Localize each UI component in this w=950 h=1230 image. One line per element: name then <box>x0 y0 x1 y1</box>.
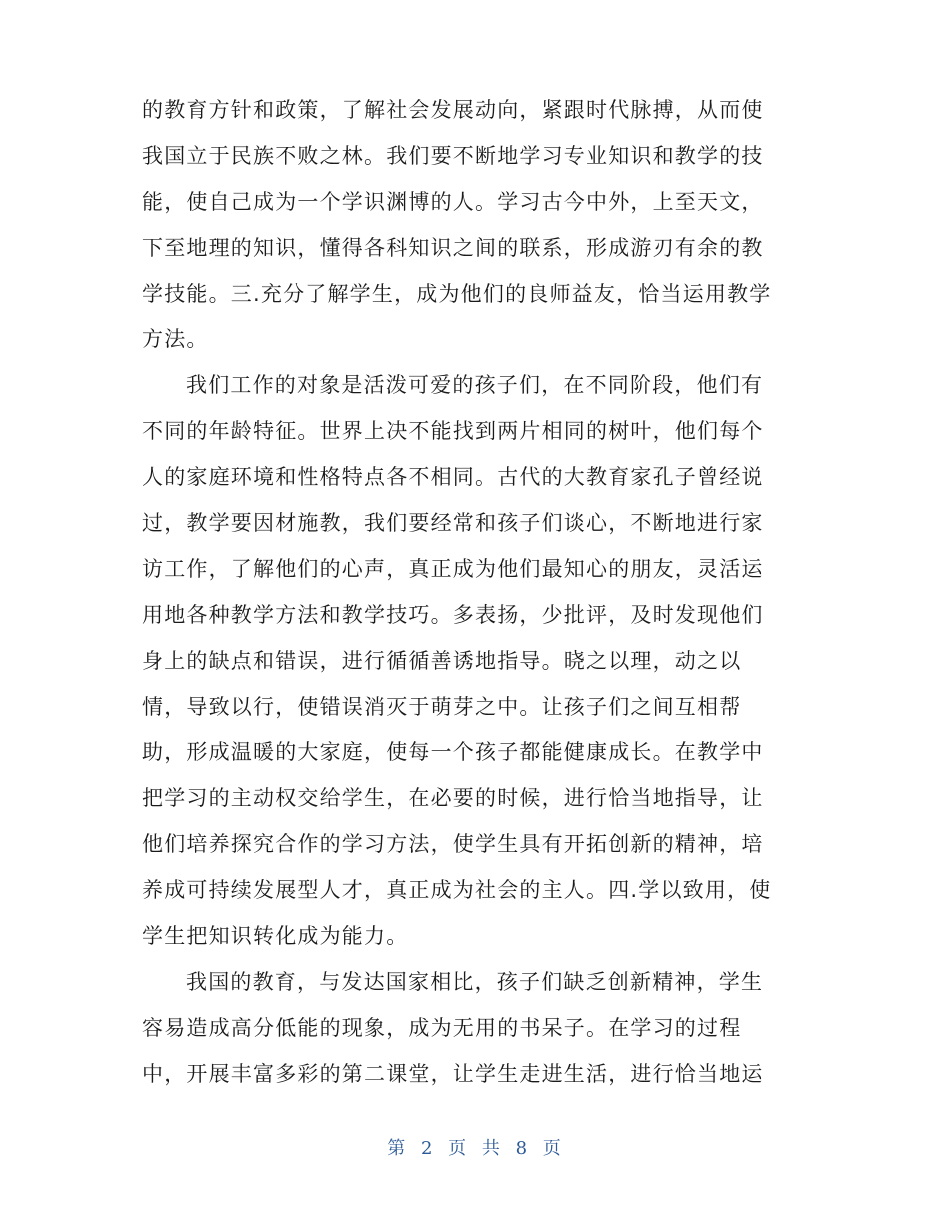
footer-label-di: 第 <box>387 1138 408 1159</box>
text-line: 的教育方针和政策，了解社会发展动向，紧跟时代脉搏，从而使 <box>142 98 764 122</box>
text-line: 身上的缺点和错误，进行循循善诱地指导。晓之以理，动之以 <box>142 648 742 673</box>
text-line: 人的家庭环境和性格特点各不相同。古代的大教育家孔子曾经说 <box>142 465 764 490</box>
text-line: 方法。 <box>142 327 209 352</box>
total-page-number: 8 <box>515 1138 530 1159</box>
paragraph-start-line: 我们工作的对象是活泼可爱的孩子们，在不同阶段，他们有 <box>186 373 764 398</box>
text-line: 他们培养探究合作的学习方法，使学生具有开拓创新的精神，培 <box>142 832 764 857</box>
text-line: 中，开展丰富多彩的第二课堂，让学生走进生活，进行恰当地运 <box>142 1061 764 1086</box>
text-line: 把学习的主动权交给学生，在必要的时候，进行恰当地指导，让 <box>142 786 764 811</box>
text-line: 情，导致以行，使错误消灭于萌芽之中。让孩子们之间互相帮 <box>142 694 742 719</box>
text-line: 学技能。三.充分了解学生，成为他们的良师益友，恰当运用教学 <box>142 281 772 306</box>
text-line: 助，形成温暖的大家庭，使每一个孩子都能健康成长。在教学中 <box>142 740 764 765</box>
text-line: 不同的年龄特征。世界上决不能找到两片相同的树叶，他们每个 <box>142 419 764 444</box>
text-line: 下至地理的知识，懂得各科知识之间的联系，形成游刃有余的教 <box>142 235 764 260</box>
current-page-number: 2 <box>420 1138 435 1159</box>
body-text <box>142 88 822 1098</box>
text-line: 用地各种教学方法和教学技巧。多表扬，少批评，及时发现他们 <box>142 602 764 627</box>
text-line: 能，使自己成为一个学识渊博的人。学习古今中外，上至天文， <box>142 189 764 214</box>
text-line: 容易造成高分低能的现象，成为无用的书呆子。在学习的过程 <box>142 1015 742 1040</box>
paragraph-start-line: 我国的教育，与发达国家相比，孩子们缺乏创新精神，学生 <box>186 969 764 994</box>
page-footer <box>0 1134 950 1160</box>
footer-label-ye-end: 页 <box>542 1138 563 1159</box>
text-line: 我国立于民族不败之林。我们要不断地学习专业知识和教学的技 <box>142 143 764 168</box>
text-line: 学生把知识转化成为能力。 <box>142 924 409 949</box>
text-line: 养成可持续发展型人才，真正成为社会的主人。四.学以致用，使 <box>142 878 772 903</box>
text-line: 过，教学要因材施教，我们要经常和孩子们谈心，不断地进行家 <box>142 511 764 536</box>
footer-label-ye: 页 <box>448 1138 469 1159</box>
text-line: 访工作，了解他们的心声，真正成为他们最知心的朋友，灵活运 <box>142 556 764 581</box>
footer-label-gong: 共 <box>481 1138 502 1159</box>
